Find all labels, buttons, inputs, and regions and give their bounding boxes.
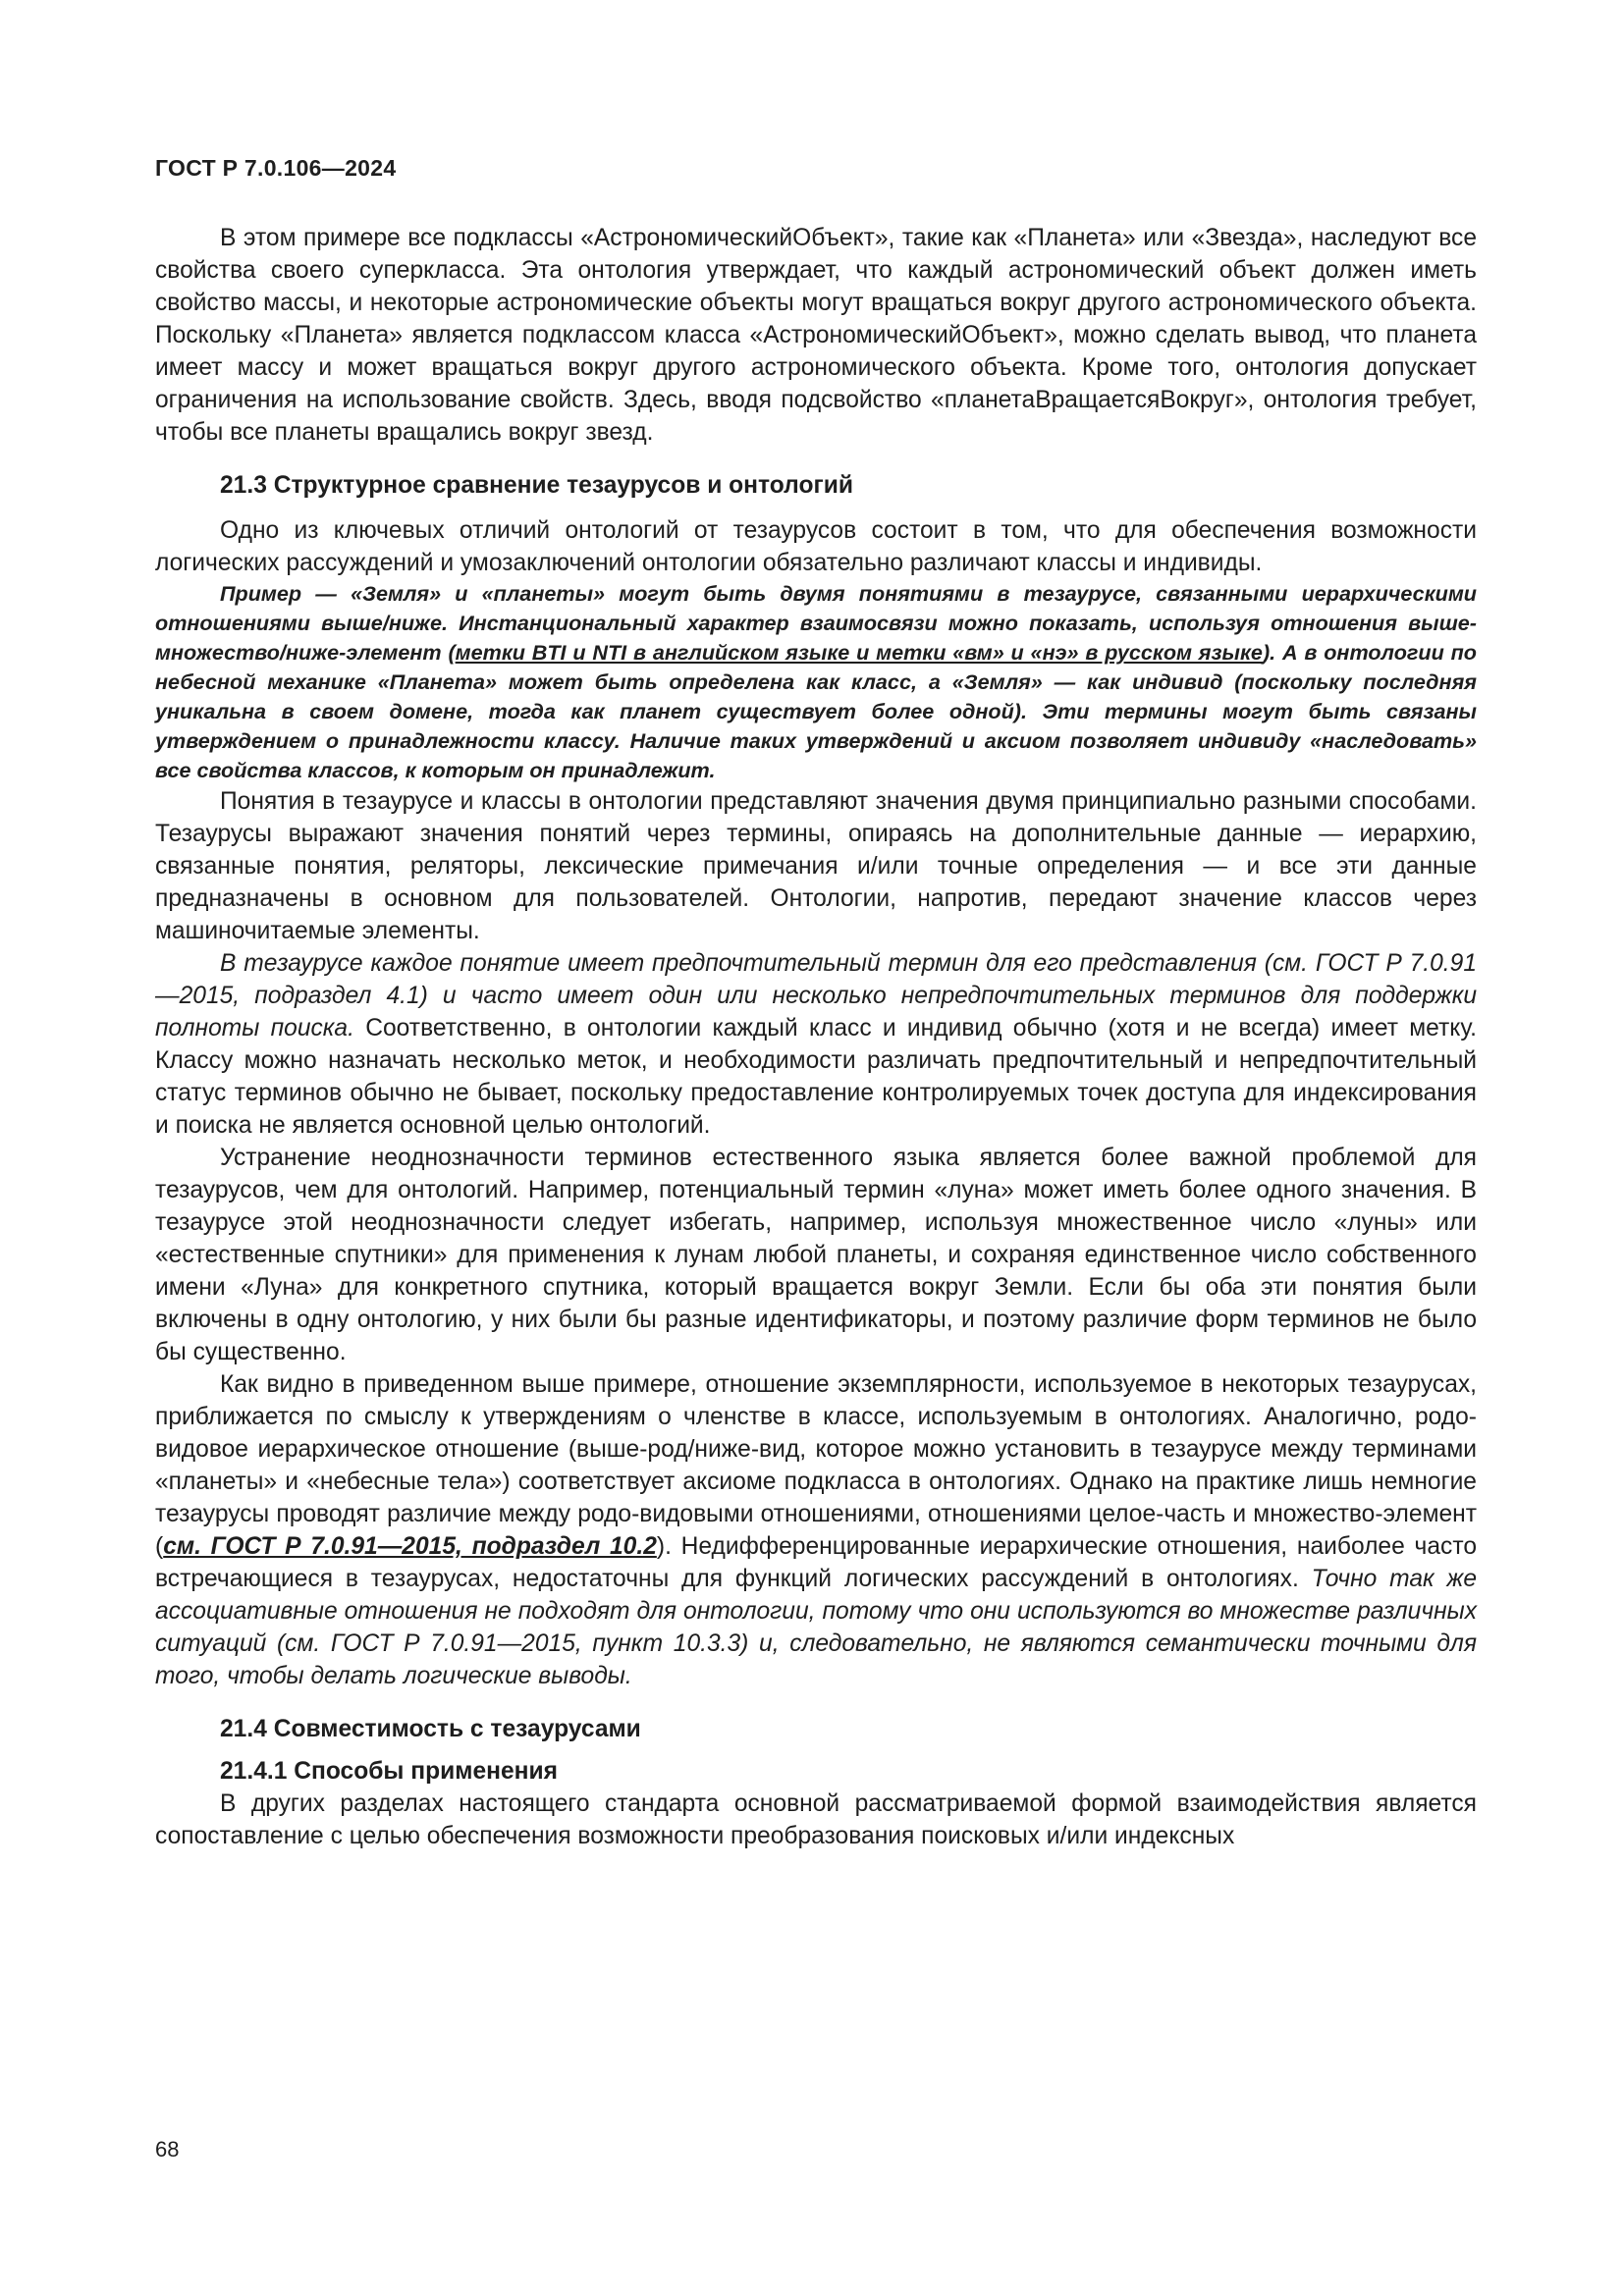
section-21-4-title: 21.4 Совместимость с тезаурусами [220,1716,641,1742]
section-21-3-title: 21.3 Структурное сравнение тезаурусов и онтологий [220,472,853,499]
example-label-reference: метки BTI и NTI в английском языке и метки «вм» и «нэ» в русском языке [455,640,1263,665]
paragraph-concepts-vs-classes: Понятия в тезаурусе и классы в онтологии представляют значения двумя принципиально разными способами. Тезаурусы выражают значения понятий через термины, опираясь на дополнительные данные — иерархию, связанные понятия, реляторы, лексические примечания и/или точные определения — и все эти данные предназначены в основном для пользователей. Онтологии, напротив, передают значение классов через машиночитаемые элементы. [155,788,1477,944]
paragraph-key-difference: Одно из ключевых отличий онтологий от тезаурусов состоит в том, что для обеспечения возможности логических рассуждений и умозаключений онтологии обязательно различают классы и индивиды. [155,517,1477,576]
paragraph-application-methods: В других разделах настоящего стандарта основной рассматриваемой формой взаимодействия является сопоставление с целью обеспечения возможности преобразования поисковых и/или индексных [155,1790,1477,1849]
example-earth-planets [155,579,1477,785]
page-number: 68 [155,2137,180,2162]
instance-relations-text-middle: ). Недифференцированные иерархические отношения, наиболее часто встречающиеся в тезаурусах, недостаточны для функций логических рассуждений в онтологиях. [155,1533,1477,1592]
paragraph-disambiguation: Устранение неоднозначности терминов естественного языка является более важной проблемой для тезаурусов, чем для онтологий. Например, потенциальный термин «луна» может иметь более одного значения. В тезаурусе этой неоднозначности следует избегать, например, используя множественное число «луны» или «естественные спутники» для применения к лунам любой планеты, и сохраняя единственное число собственного имени «Луна» для конкретного спутника, который вращается вокруг Земли. Если бы оба эти понятия были включены в одну онтологию, у них были бы разные идентификаторы, и поэтому различие форм терминов не было бы существенно. [155,1145,1477,1365]
preferred-terms-italic: В тезаурусе каждое понятие имеет предпочтительный термин для его представления (см. ГОСТ Р 7.0.91—2015, подраздел 4.1) и часто имеет один или несколько непредпочтительных терминов для поддержки полноты поиска. [155,950,1477,1041]
standard-header: ГОСТ Р 7.0.106—2024 [155,155,397,181]
gost-reference-link[interactable]: см. ГОСТ Р 7.0.91—2015, подраздел 10.2 [163,1533,657,1560]
instance-relations-italic: Точно так же ассоциативные отношения не подходят для онтологии, потому что они используются во множестве различных ситуаций (см. ГОСТ Р 7.0.91—2015, пункт 10.3.3) и, следовательно, не являются семантически точными для того, чтобы делать логические выводы. [155,1566,1478,1689]
example-text-end: ). А в онтологии по небесной механике «Планета» может быть определена как класс, а «Земля» — как индивид (поскольку последняя уникальна в своем домене, тогда как планет существует более одной). Эти термины могут быть связаны утверждением о принадлежности классу. Наличие таких утверждений и аксиом позволяет индивиду «наследовать» все свойства классов, к которым он принадлежит. [155,640,1477,782]
preferred-terms-rest: Соответственно, в онтологии каждый класс и индивид обычно (хотя и не всегда) имеет метку. Классу можно назначать несколько меток, и необходимости различать предпочтительный и непредпочтительный статус терминов обычно не бывает, поскольку предоставление контролируемых точек доступа для индексирования и поиска не является основной целью онтологий. [155,1015,1477,1139]
paragraph-instance-relations [155,1368,1477,1692]
instance-relations-text-start: Как видно в приведенном выше примере, отношение экземплярности, используемое в некоторых тезаурусах, приближается по смыслу к утверждениям о членстве в классе, используемым в онтологиях. Аналогично, родо-видовое иерархическое отношение (выше-род/ниже-вид, которое можно установить в тезаурусе между терминами «планеты» и «небесные тела») соответствует аксиоме подкласса в онтологиях. Однако на практике лишь немногие тезаурусы проводят различие между родо-видовыми отношениями, отношениями целое-часть и множество-элемент ( [155,1371,1477,1560]
paragraph-ontology-example-explanation: В этом примере все подклассы «АстрономическийОбъект», такие как «Планета» или «Звезда», наследуют все свойства своего суперкласса. Эта онтология утверждает, что каждый астрономический объект должен иметь свойство массы, и некоторые астрономические объекты могут вращаться вокруг другого астрономического объекта. Поскольку «Планета» является подклассом класса «АстрономическийОбъект», можно сделать вывод, что планета имеет массу и может вращаться вокруг другого астрономического объекта. Кроме того, онтология допускает ограничения на использование свойств. Здесь, вводя подсвойство «планетаВращаетсяВокруг», онтология требует, чтобы все планеты вращались вокруг звезд. [155,225,1477,446]
section-21-4-1-title: 21.4.1 Способы применения [220,1758,558,1785]
paragraph-preferred-terms [155,947,1477,1142]
example-text-start: Пример — «Земля» и «планеты» могут быть двумя понятиями в тезаурусе, связанными иерархическими отношениями выше/ниже. Инстанциональный характер взаимосвязи можно показать, используя отношения выше-множество/ниже-элемент ( [155,581,1477,665]
document-body [155,222,1477,1852]
